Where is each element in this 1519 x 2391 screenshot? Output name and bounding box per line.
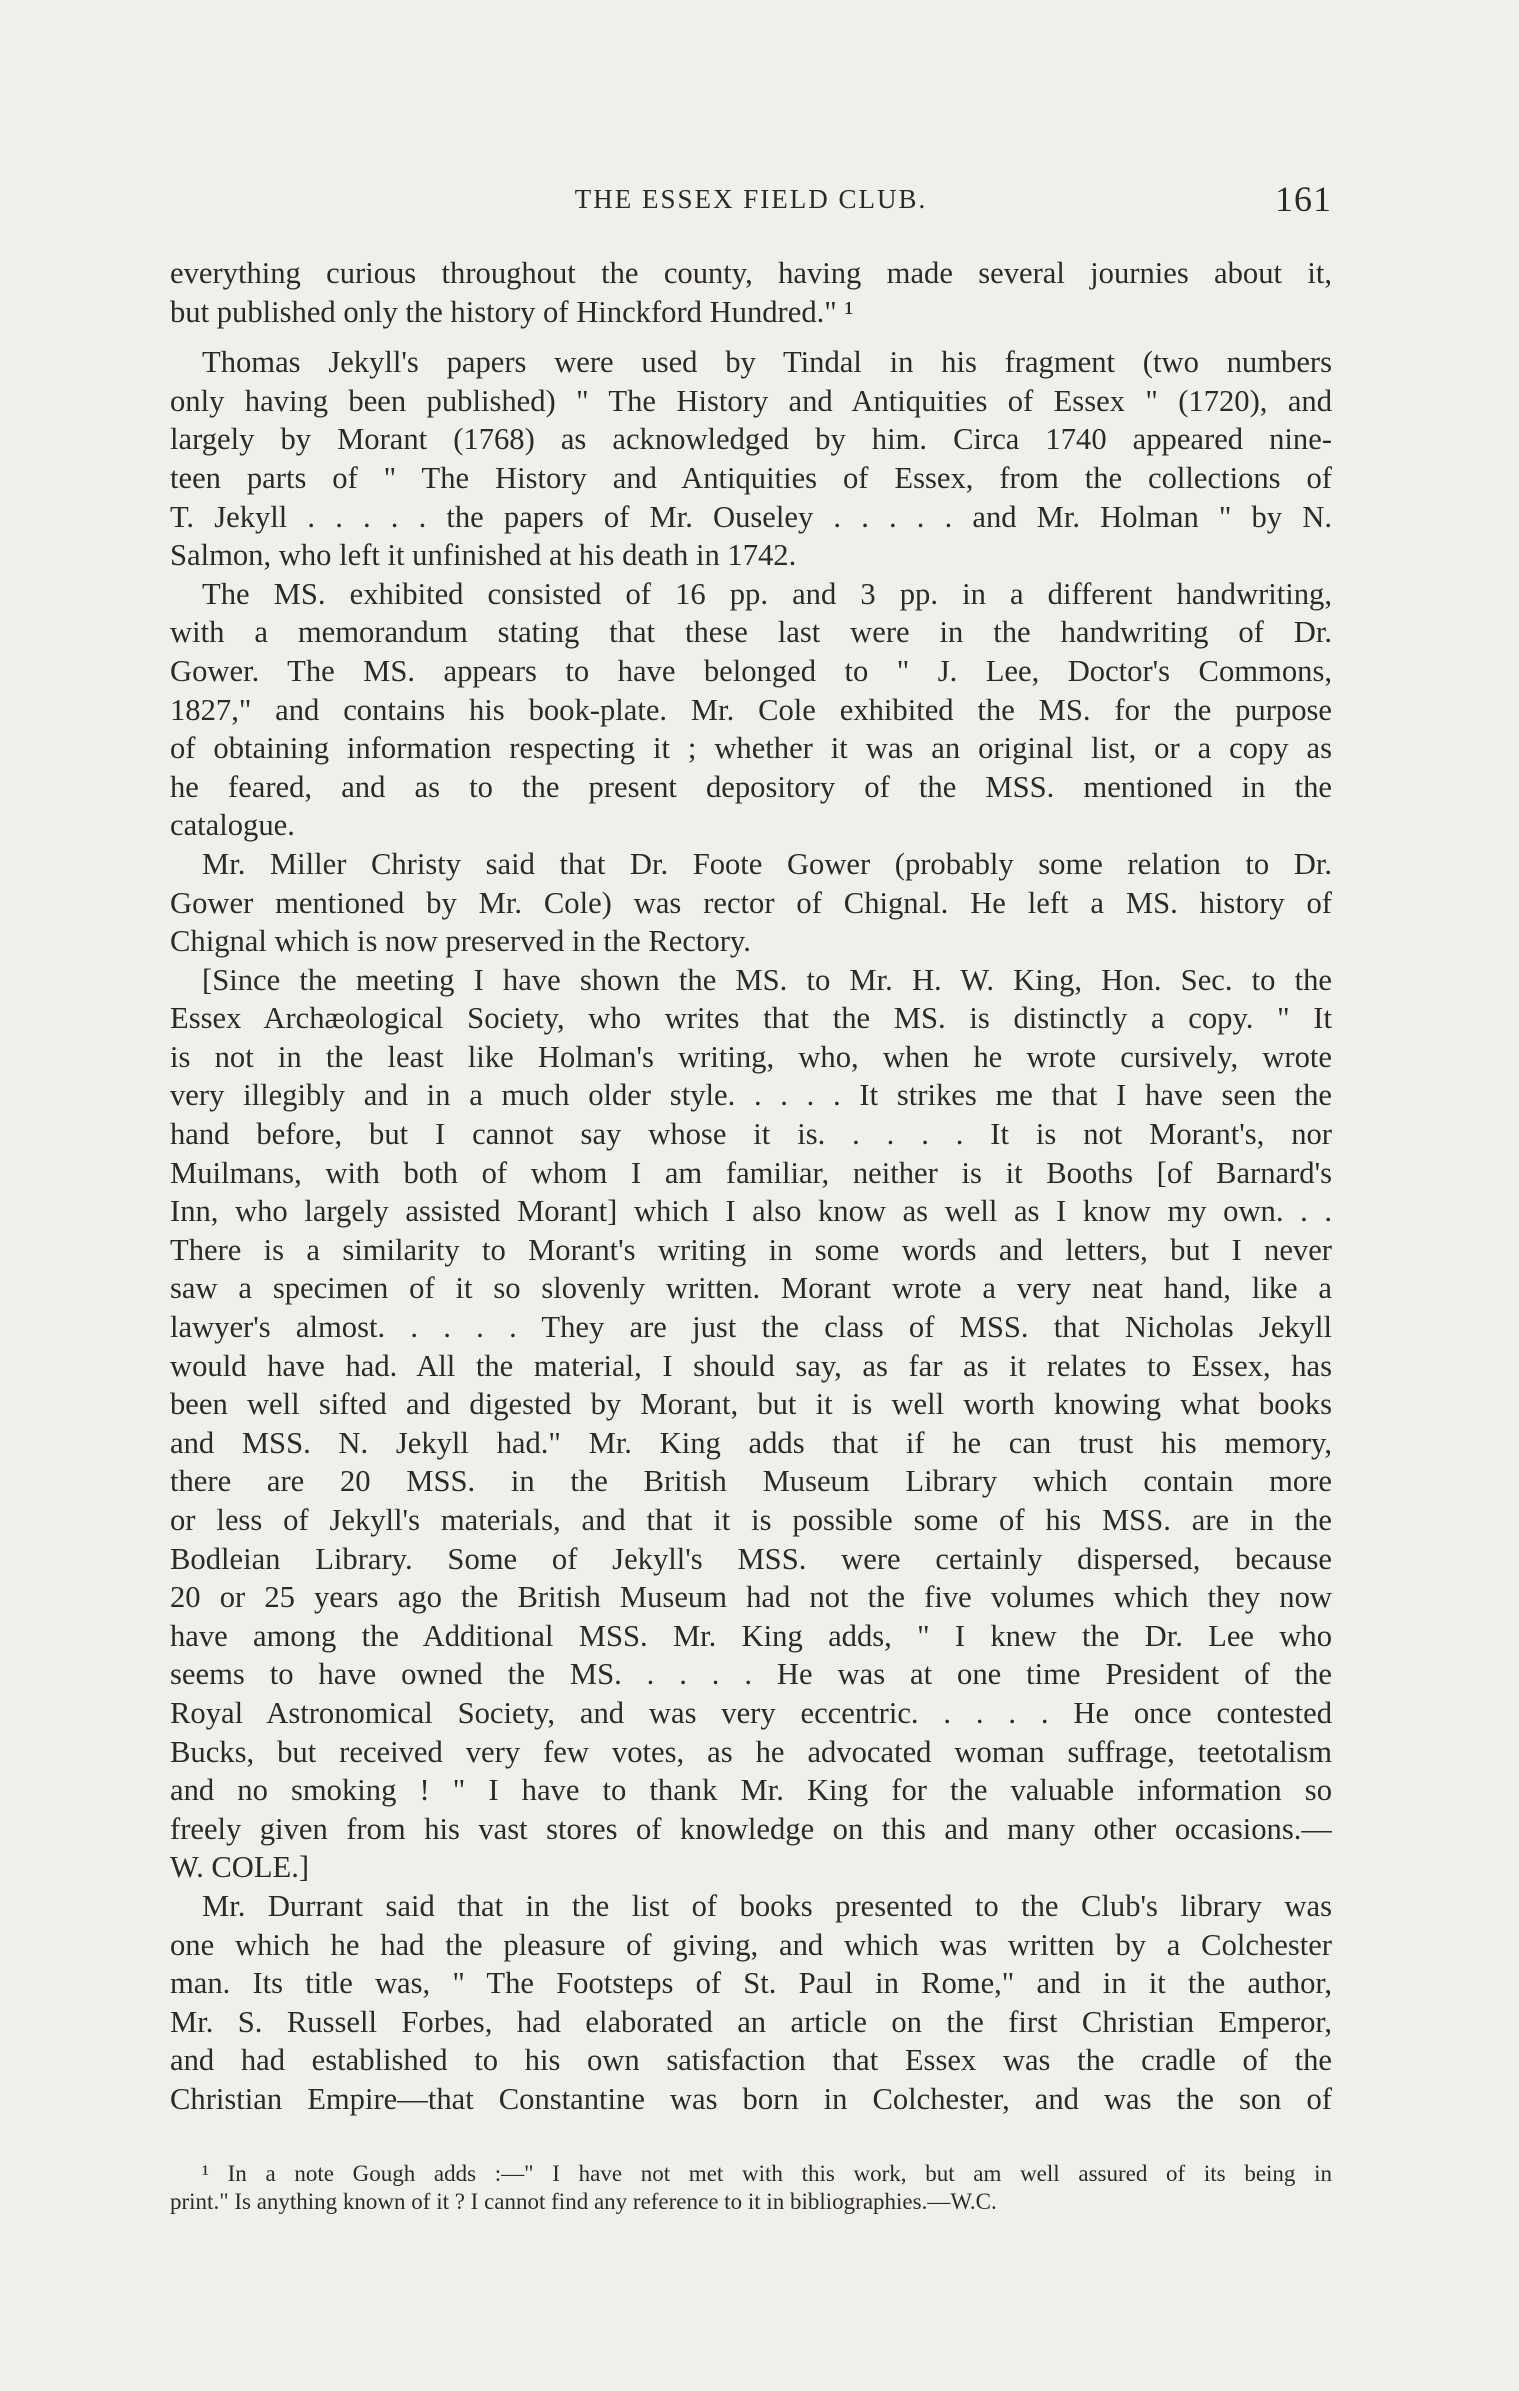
running-title: THE ESSEX FIELD CLUB. <box>574 184 928 214</box>
body-line: saw a specimen of it so slovenly written. Morant wrote a very neat hand, like a <box>170 1271 1332 1306</box>
body-line: Muilmans, with both of whom I am familiar, neither is it Booths [of Barnard's <box>170 1155 1332 1190</box>
body-line: there are 20 MSS. in the British Museum Library which contain more <box>170 1464 1332 1499</box>
body-line: would have had. All the material, I should say, as far as it relates to Essex, has <box>170 1348 1332 1383</box>
body-line: Salmon, who left it unfinished at his death in 1742. <box>170 538 797 573</box>
body-line: Royal Astronomical Society, and was very eccentric. . . . . He once contested <box>170 1695 1332 1730</box>
body-line: teen parts of " The History and Antiquities of Essex, from the collections of <box>170 460 1332 495</box>
body-line: 20 or 25 years ago the British Museum had not the five volumes which they now <box>170 1580 1332 1615</box>
body-line: Bodleian Library. Some of Jekyll's MSS. were certainly dispersed, because <box>170 1541 1332 1576</box>
body-line: freely given from his vast stores of knowledge on this and many other occasions.— <box>170 1811 1332 1846</box>
body-line: and no smoking ! " I have to thank Mr. King for the valuable information so <box>170 1773 1332 1808</box>
body-line: W. COLE.] <box>170 1850 310 1885</box>
body-line: been well sifted and digested by Morant, but it is well worth knowing what books <box>170 1387 1332 1422</box>
body-line: Inn, who largely assisted Morant] which I also know as well as I know my own. . . <box>170 1194 1332 1229</box>
footnote <box>170 2160 1332 2216</box>
body-line: largely by Morant (1768) as acknowledged by him. Circa 1740 appeared nine- <box>170 422 1332 457</box>
body-line: catalogue. <box>170 808 295 843</box>
body-line: Gower mentioned by Mr. Cole) was rector of Chignal. He left a MS. history of <box>170 885 1332 920</box>
body-line: Essex Archæological Society, who writes that the MS. is distinctly a copy. " It <box>170 1001 1332 1036</box>
body-line: Thomas Jekyll's papers were used by Tindal in his fragment (two numbers <box>202 345 1332 380</box>
body-line: only having been published) " The History and Antiquities of Essex " (1720), and <box>170 383 1332 418</box>
body-line: but published only the history of Hinckford Hundred." ¹ <box>170 294 854 329</box>
body-line: he feared, and as to the present depository of the MSS. mentioned in the <box>170 769 1332 804</box>
body-line: and had established to his own satisfaction that Essex was the cradle of the <box>170 2043 1332 2078</box>
running-head <box>170 178 1332 218</box>
body-line: Bucks, but received very few votes, as he advocated woman suffrage, teetotalism <box>170 1734 1332 1769</box>
body-line: T. Jekyll . . . . . the papers of Mr. Ouseley . . . . . and Mr. Holman " by N. <box>170 499 1332 534</box>
body-line: everything curious throughout the county, having made several journies about it, <box>170 256 1332 290</box>
body-line: and MSS. N. Jekyll had." Mr. King adds that if he can trust his memory, <box>170 1425 1332 1460</box>
body-line: man. Its title was, " The Footsteps of St. Paul in Rome," and in it the author, <box>170 1966 1332 2001</box>
body-line: Mr. S. Russell Forbes, had elaborated an article on the first Christian Emperor, <box>170 2004 1332 2039</box>
body-line: There is a similarity to Morant's writing in some words and letters, but I never <box>170 1232 1332 1267</box>
body-line: or less of Jekyll's materials, and that it is possible some of his MSS. are in the <box>170 1503 1332 1537</box>
body-line: have among the Additional MSS. Mr. King adds, " I knew the Dr. Lee who <box>170 1618 1332 1653</box>
body-line: with a memorandum stating that these last were in the handwriting of Dr. <box>170 615 1332 650</box>
body-line: one which he had the pleasure of giving, and which was written by a Colchester <box>170 1927 1332 1962</box>
body-line: Gower. The MS. appears to have belonged to " J. Lee, Doctor's Commons, <box>170 653 1332 688</box>
body-line: 1827," and contains his book-plate. Mr. Cole exhibited the MS. for the purpose <box>170 692 1332 727</box>
body-line: very illegibly and in a much older style. . . . . It strikes me that I have seen the <box>170 1078 1332 1113</box>
footnote-line: ¹ In a note Gough adds :—" I have not met with this work, but am well assured of its being in <box>202 2161 1332 2186</box>
body-line: Christian Empire—that Constantine was born in Colchester, and was the son of <box>170 2081 1332 2116</box>
body-line: Mr. Miller Christy said that Dr. Foote Gower (probably some relation to Dr. <box>202 846 1332 881</box>
body-line: lawyer's almost. . . . . They are just the class of MSS. that Nicholas Jekyll <box>170 1310 1332 1345</box>
body-line: The MS. exhibited consisted of 16 pp. and 3 pp. in a different handwriting, <box>202 576 1332 611</box>
body-line: is not in the least like Holman's writing, who, when he wrote cursively, wrote <box>170 1039 1332 1074</box>
body-line: Mr. Durrant said that in the list of books presented to the Club's library was <box>202 1888 1332 1923</box>
body-line: hand before, but I cannot say whose it is. . . . . It is not Morant's, nor <box>170 1117 1332 1152</box>
body-text <box>170 254 1332 2119</box>
body-line: [Since the meeting I have shown the MS. to Mr. H. W. King, Hon. Sec. to the <box>202 962 1332 997</box>
body-line: seems to have owned the MS. . . . . He was at one time President of the <box>170 1657 1332 1692</box>
body-line: Chignal which is now preserved in the Rectory. <box>170 924 751 959</box>
body-line: of obtaining information respecting it ; whether it was an original list, or a copy as <box>170 731 1332 766</box>
page-number: 161 <box>1275 179 1332 219</box>
footnote-line: print." Is anything known of it ? I cannot find any reference to it in bibliographies.—W.C. <box>170 2189 997 2214</box>
